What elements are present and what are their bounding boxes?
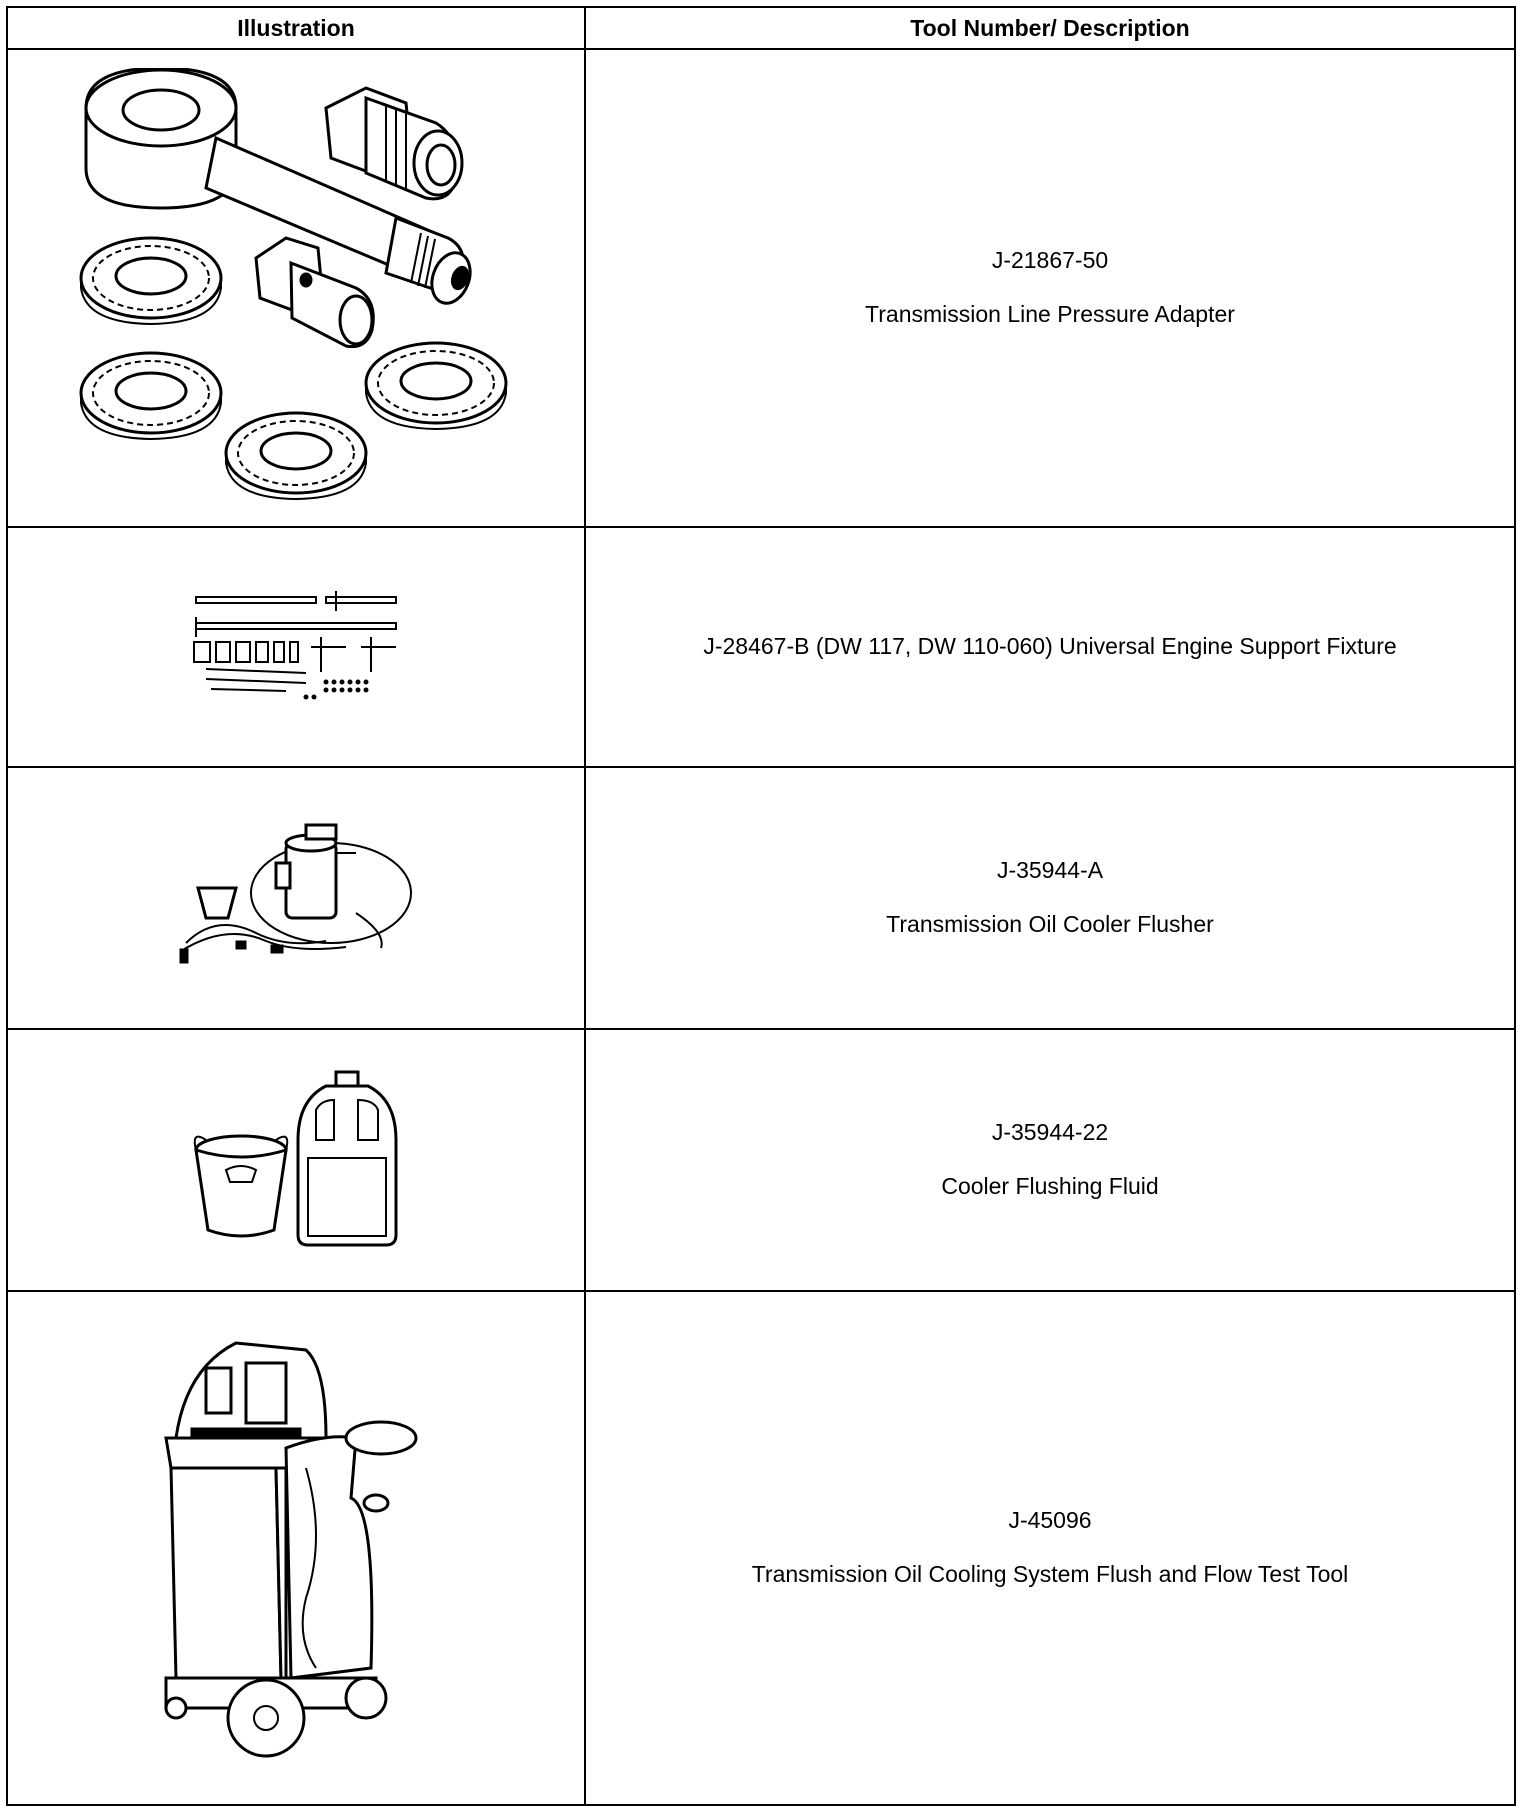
header-row [7,7,1515,49]
washer-icon [81,238,221,324]
tool-description: J-28467-B (DW 117, DW 110-060) Universal Engine Support Fixture [703,633,1397,660]
tool-description: Transmission Oil Cooler Flusher [886,911,1214,937]
table-row [7,49,1515,527]
tool-number: J-35944-A [996,857,1104,884]
line-pressure-adapter-illustration [66,68,526,508]
tool-number: J-35944-22 [991,1119,1109,1146]
oil-cooler-flusher-illustration [176,823,416,973]
table-row [7,1291,1515,1805]
flush-flow-test-cart-illustration [156,1338,436,1758]
tool-description: Cooler Flushing Fluid [941,1173,1159,1199]
engine-support-fixture-illustration [186,587,406,707]
illustration-header: Illustration [7,7,585,49]
description-header: Tool Number/ Description [585,7,1515,49]
flushing-fluid-illustration [186,1070,406,1250]
illustration-cell [7,527,585,767]
description-cell [585,767,1515,1029]
description-cell [585,49,1515,527]
illustration-cell [7,1291,585,1805]
description-cell [585,1291,1515,1805]
table-row [7,1029,1515,1291]
tool-number: J-21867-50 [991,247,1109,274]
illustration-cell [7,49,585,527]
table-row [7,527,1515,767]
tool-number: J-45096 [1008,1507,1092,1534]
illustration-cell [7,767,585,1029]
tool-description: Transmission Oil Cooling System Flush and Flow Test Tool [751,1561,1349,1587]
illustration-cell [7,1029,585,1291]
special-tools-table [6,6,1516,1806]
tool-description: Transmission Line Pressure Adapter [865,301,1235,327]
description-cell [585,1029,1515,1291]
description-cell [585,527,1515,767]
table-row [7,767,1515,1029]
